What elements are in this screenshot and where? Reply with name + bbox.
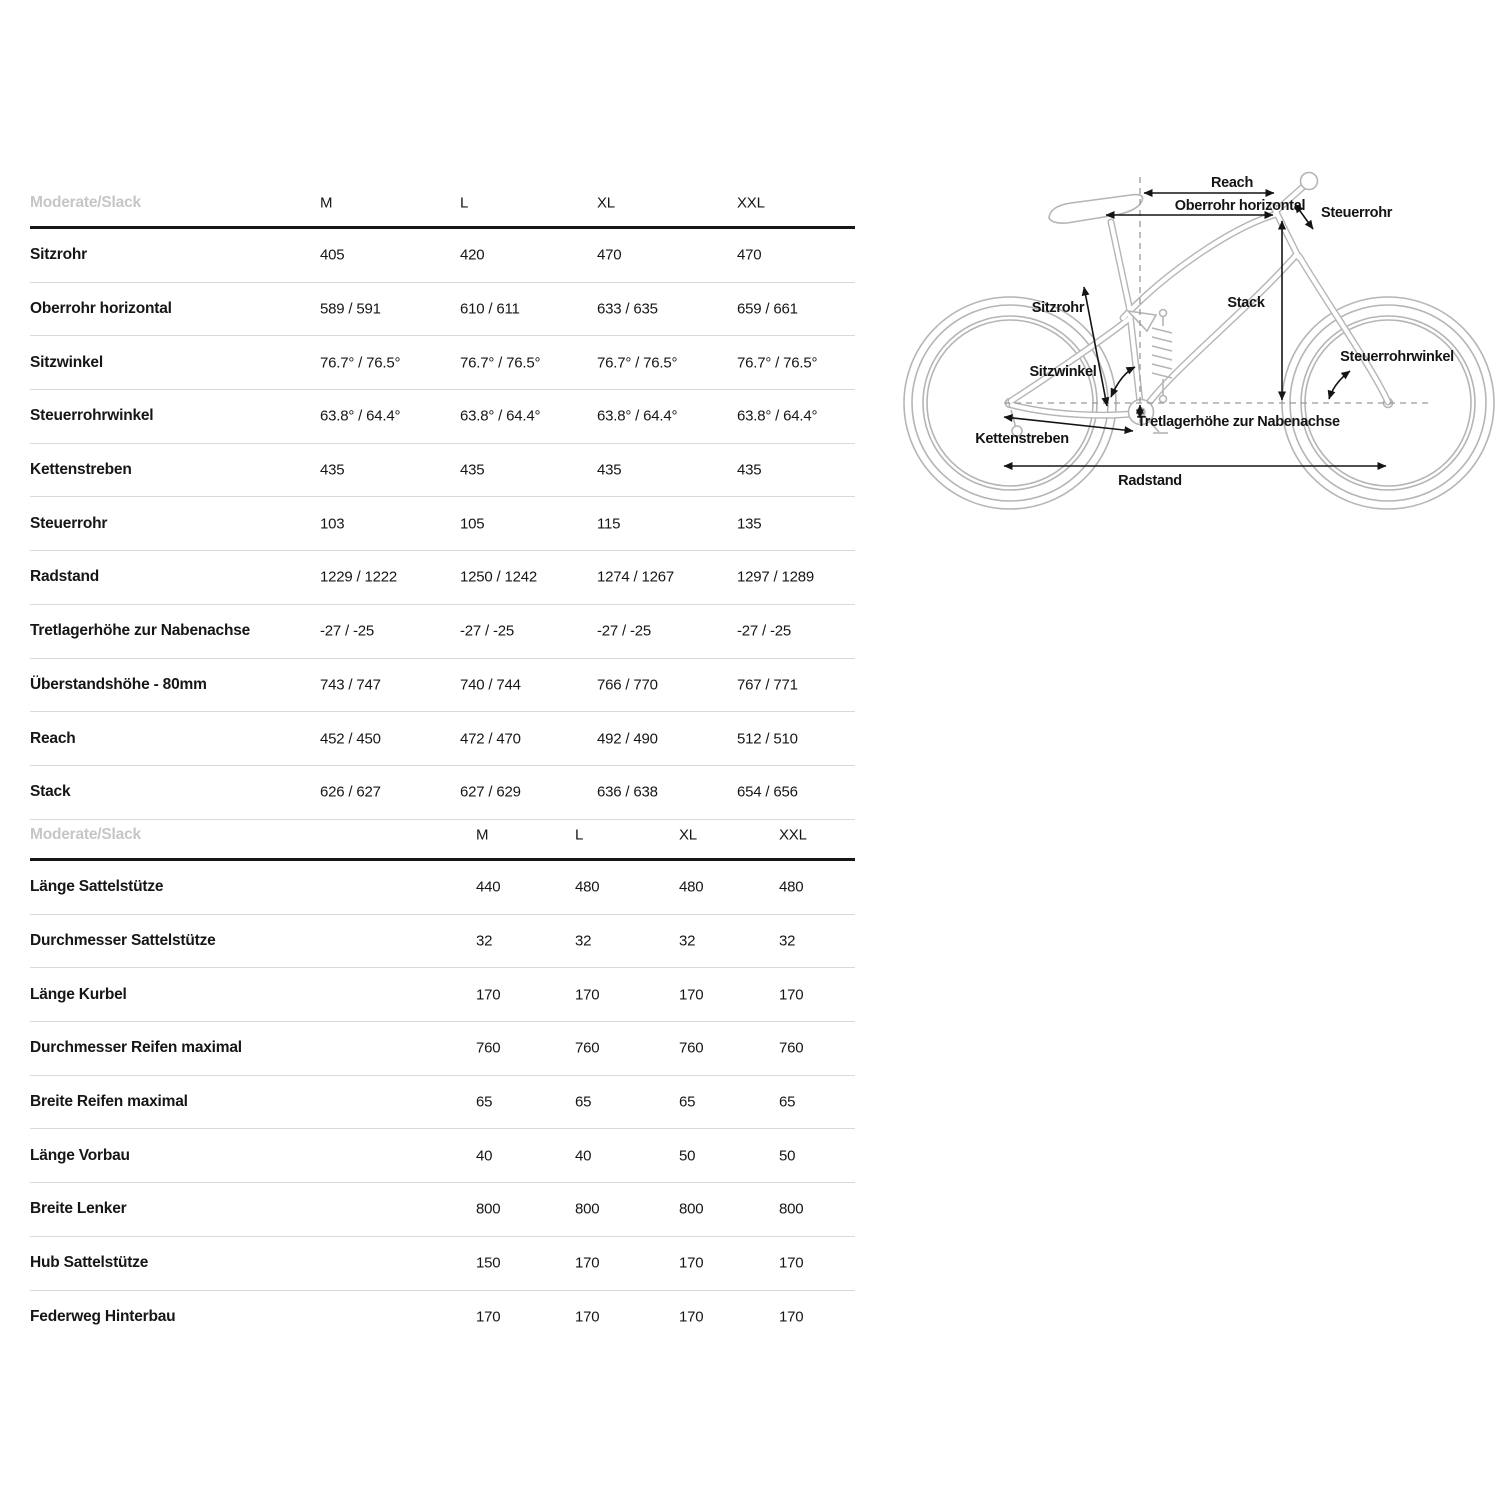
cell-value: 170 bbox=[779, 1254, 804, 1272]
sitzwinkel-label: Sitzwinkel bbox=[1029, 364, 1097, 380]
table-row-laenge-kurbel bbox=[30, 968, 855, 1022]
cell-value: 32 bbox=[476, 932, 493, 950]
cell-value: 480 bbox=[575, 878, 600, 896]
cell-value: 435 bbox=[460, 461, 485, 479]
row-label: Kettenstreben bbox=[30, 461, 132, 479]
cell-value: 1297 / 1289 bbox=[737, 568, 815, 586]
sitzrohr-label: Sitzrohr bbox=[1031, 300, 1085, 316]
cell-value: 170 bbox=[679, 1308, 704, 1326]
cell-value: 654 / 656 bbox=[737, 783, 798, 801]
saddle bbox=[1049, 195, 1143, 224]
cell-value: 32 bbox=[679, 932, 696, 950]
components-table-header bbox=[30, 812, 855, 861]
table-row-sitzwinkel bbox=[30, 336, 855, 390]
cell-value: 470 bbox=[737, 246, 762, 264]
cell-value: 760 bbox=[679, 1039, 704, 1057]
cell-value: 170 bbox=[779, 986, 804, 1004]
row-label: Reach bbox=[30, 729, 76, 747]
cell-value: 65 bbox=[679, 1093, 696, 1111]
row-label: Tretlagerhöhe zur Nabenachse bbox=[30, 622, 251, 640]
cell-value: 32 bbox=[575, 932, 592, 950]
row-label: Überstandshöhe - 80mm bbox=[30, 675, 207, 693]
table-row-hub-sattelstuetze bbox=[30, 1237, 855, 1291]
cell-value: 435 bbox=[597, 461, 622, 479]
table-row-sitzrohr bbox=[30, 229, 855, 283]
cell-value: 440 bbox=[476, 878, 501, 896]
table-row-kettenstreben bbox=[30, 444, 855, 498]
cell-value: 50 bbox=[779, 1147, 796, 1165]
cell-value: 480 bbox=[779, 878, 804, 896]
cell-value: 800 bbox=[779, 1200, 804, 1218]
row-label: Durchmesser Reifen maximal bbox=[30, 1039, 242, 1057]
cell-value: 760 bbox=[575, 1039, 600, 1057]
cell-value: 50 bbox=[679, 1147, 696, 1165]
cell-value: 65 bbox=[779, 1093, 796, 1111]
cell-value: 659 / 661 bbox=[737, 300, 798, 318]
cell-value: 740 / 744 bbox=[460, 676, 521, 694]
table-row-durchmesser-reifen bbox=[30, 1022, 855, 1076]
row-label: Durchmesser Sattelstütze bbox=[30, 932, 216, 950]
cell-value: 40 bbox=[575, 1147, 592, 1165]
cell-value: 76.7° / 76.5° bbox=[320, 354, 401, 372]
table-row-durchmesser-sattelstuetze bbox=[30, 915, 855, 969]
cell-value: 470 bbox=[597, 246, 622, 264]
cell-value: -27 / -25 bbox=[320, 622, 375, 640]
column-header-m: M bbox=[476, 826, 489, 844]
cell-value: 76.7° / 76.5° bbox=[460, 354, 541, 372]
steuerrohrwinkel-label: Steuerrohrwinkel bbox=[1340, 349, 1454, 365]
cell-value: 170 bbox=[679, 1254, 704, 1272]
table-row-federweg-hinterbau bbox=[30, 1291, 855, 1344]
table-row-breite-reifen bbox=[30, 1076, 855, 1130]
oberrohr-label: Oberrohr horizontal bbox=[1174, 198, 1306, 214]
table-row-laenge-vorbau bbox=[30, 1129, 855, 1183]
cell-value: -27 / -25 bbox=[460, 622, 515, 640]
cell-value: 452 / 450 bbox=[320, 730, 381, 748]
cell-value: 1229 / 1222 bbox=[320, 568, 398, 586]
cell-value: 170 bbox=[575, 986, 600, 1004]
section-label: Moderate/Slack bbox=[30, 826, 141, 843]
cell-value: 589 / 591 bbox=[320, 300, 381, 318]
cell-value: 512 / 510 bbox=[737, 730, 798, 748]
cell-value: 1250 / 1242 bbox=[460, 568, 538, 586]
row-label: Länge Vorbau bbox=[30, 1146, 130, 1164]
table-row-steuerrohr bbox=[30, 497, 855, 551]
row-label: Breite Reifen maximal bbox=[30, 1093, 188, 1111]
column-header-xxl: XXL bbox=[737, 194, 765, 212]
table-row-oberrohr bbox=[30, 283, 855, 337]
cell-value: 76.7° / 76.5° bbox=[737, 354, 818, 372]
row-label: Breite Lenker bbox=[30, 1200, 127, 1218]
cell-value: 1274 / 1267 bbox=[597, 568, 675, 586]
kettenstreben-label: Kettenstreben bbox=[975, 431, 1069, 447]
cell-value: 150 bbox=[476, 1254, 501, 1272]
stack-label: Stack bbox=[1227, 295, 1265, 311]
cell-value: 760 bbox=[476, 1039, 501, 1057]
row-label: Sitzwinkel bbox=[30, 353, 103, 371]
cell-value: 170 bbox=[476, 986, 501, 1004]
cell-value: 610 / 611 bbox=[460, 300, 520, 318]
cell-value: 420 bbox=[460, 246, 485, 264]
cell-value: 627 / 629 bbox=[460, 783, 521, 801]
cell-value: 760 bbox=[779, 1039, 804, 1057]
cell-value: 633 / 635 bbox=[597, 300, 658, 318]
row-label: Radstand bbox=[30, 568, 100, 586]
row-label: Sitzrohr bbox=[30, 246, 87, 264]
cell-value: 800 bbox=[476, 1200, 501, 1218]
cell-value: 63.8° / 64.4° bbox=[460, 407, 541, 425]
row-label: Länge Sattelstütze bbox=[30, 878, 164, 896]
cell-value: 743 / 747 bbox=[320, 676, 381, 694]
column-header-l: L bbox=[460, 194, 469, 212]
section-label: Moderate/Slack bbox=[30, 194, 141, 211]
cell-value: 76.7° / 76.5° bbox=[597, 354, 678, 372]
cell-value: 170 bbox=[575, 1308, 600, 1326]
cell-value: 40 bbox=[476, 1147, 493, 1165]
row-label: Hub Sattelstütze bbox=[30, 1254, 149, 1272]
table-row-reach bbox=[30, 712, 855, 766]
column-header-xxl: XXL bbox=[779, 826, 807, 844]
steuerrohrwinkel-arc bbox=[1329, 371, 1350, 399]
components-table bbox=[30, 812, 855, 1343]
row-label: Länge Kurbel bbox=[30, 985, 127, 1003]
cell-value: 63.8° / 64.4° bbox=[320, 407, 401, 425]
cell-value: 115 bbox=[597, 515, 621, 533]
bike-geometry-diagram bbox=[900, 165, 1500, 510]
cell-value: 170 bbox=[779, 1308, 804, 1326]
cell-value: 170 bbox=[476, 1308, 501, 1326]
column-header-m: M bbox=[320, 194, 333, 212]
cell-value: 63.8° / 64.4° bbox=[737, 407, 818, 425]
cell-value: 472 / 470 bbox=[460, 730, 521, 748]
column-header-xl: XL bbox=[679, 826, 697, 844]
cell-value: 800 bbox=[679, 1200, 704, 1218]
row-label: Steuerrohr bbox=[30, 514, 108, 532]
cell-value: 170 bbox=[575, 1254, 600, 1272]
cell-value: 492 / 490 bbox=[597, 730, 658, 748]
tretlagerhoehe-label: Tretlagerhöhe zur Nabenachse bbox=[1137, 414, 1340, 430]
row-label: Steuerrohrwinkel bbox=[30, 407, 154, 425]
cell-value: 65 bbox=[476, 1093, 493, 1111]
row-label: Federweg Hinterbau bbox=[30, 1307, 176, 1325]
cell-value: 626 / 627 bbox=[320, 783, 381, 801]
cell-value: 135 bbox=[737, 515, 762, 533]
cell-value: -27 / -25 bbox=[737, 622, 792, 640]
table-row-laenge-sattelstuetze bbox=[30, 861, 855, 915]
cell-value: 103 bbox=[320, 515, 345, 533]
row-label: Stack bbox=[30, 783, 71, 801]
cell-value: 32 bbox=[779, 932, 796, 950]
cell-value: 63.8° / 64.4° bbox=[597, 407, 678, 425]
cell-value: 435 bbox=[737, 461, 762, 479]
cell-value: -27 / -25 bbox=[597, 622, 652, 640]
reach-label: Reach bbox=[1210, 175, 1254, 191]
table-row-ueberstandshoehe bbox=[30, 659, 855, 713]
table-row-steuerrohrwinkel bbox=[30, 390, 855, 444]
cell-value: 636 / 638 bbox=[597, 783, 658, 801]
steuerrohr-label: Steuerrohr bbox=[1321, 205, 1393, 221]
column-header-l: L bbox=[575, 826, 584, 844]
cell-value: 800 bbox=[575, 1200, 600, 1218]
cell-value: 480 bbox=[679, 878, 704, 896]
cell-value: 435 bbox=[320, 461, 345, 479]
cell-value: 766 / 770 bbox=[597, 676, 658, 694]
table-row-tretlagerhoehe bbox=[30, 605, 855, 659]
table-row-radstand bbox=[30, 551, 855, 605]
cell-value: 405 bbox=[320, 246, 345, 264]
cell-value: 65 bbox=[575, 1093, 592, 1111]
radstand-label: Radstand bbox=[1118, 473, 1182, 489]
geometry-table bbox=[30, 180, 855, 820]
handlebar-grip bbox=[1301, 173, 1318, 190]
row-label: Oberrohr horizontal bbox=[30, 300, 172, 318]
geometry-table-header bbox=[30, 180, 855, 229]
cell-value: 767 / 771 bbox=[737, 676, 798, 694]
cell-value: 105 bbox=[460, 515, 485, 533]
table-row-breite-lenker bbox=[30, 1183, 855, 1237]
column-header-xl: XL bbox=[597, 194, 615, 212]
cell-value: 170 bbox=[679, 986, 704, 1004]
